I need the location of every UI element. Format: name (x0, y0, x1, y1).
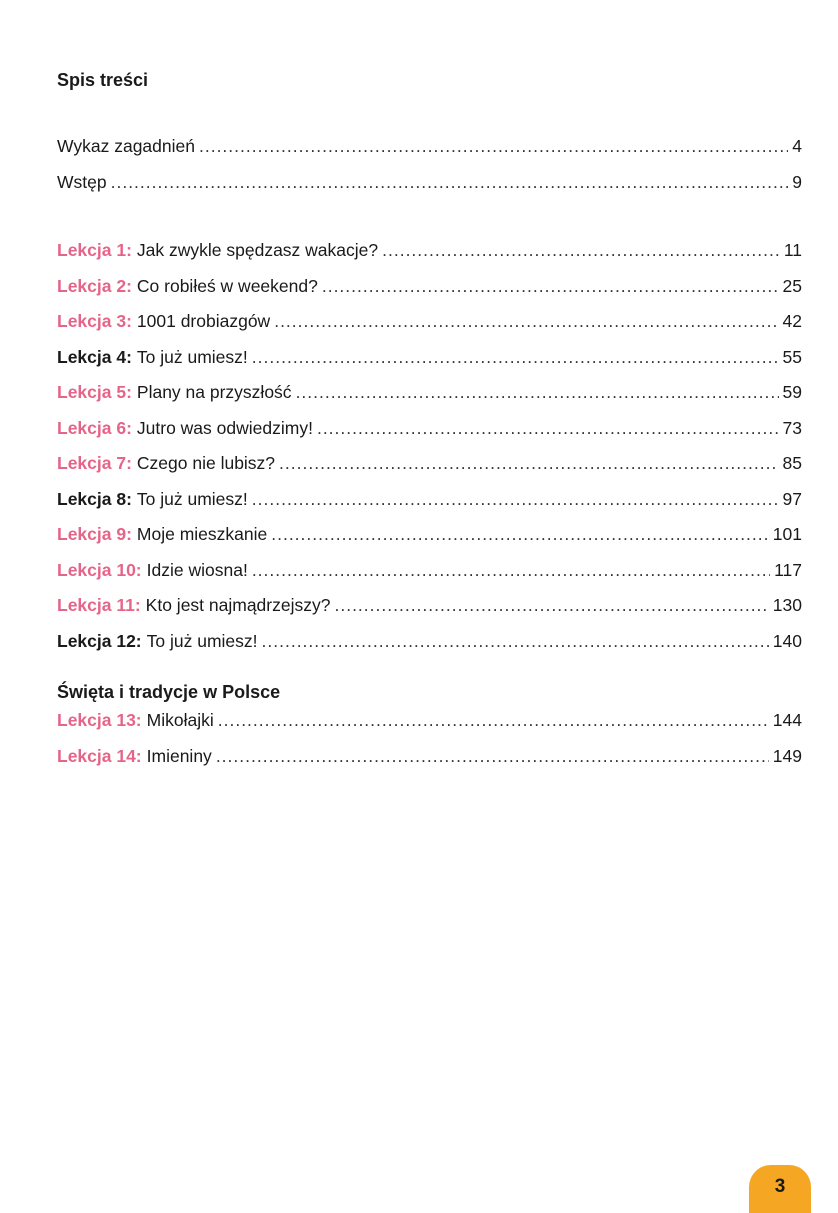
toc-entry-lesson-4[interactable] (57, 347, 802, 383)
lesson-title: Jak zwykle spędzasz wakacje? (136, 240, 379, 260)
toc-entry-page: 9 (792, 171, 802, 192)
lesson-title: Co robiłeś w weekend? (136, 275, 318, 296)
lesson-label: Lekcja 5: (57, 382, 132, 402)
toc-entry-lesson-8[interactable] (57, 489, 802, 525)
lesson-page: 130 (772, 595, 802, 615)
lesson-title: Jutro was odwiedzimy! (136, 417, 313, 438)
dot-leader (296, 382, 779, 403)
toc-entry-title: Wstęp (57, 171, 107, 192)
toc-entry-lesson-14[interactable] (57, 746, 802, 782)
lesson-label: Lekcja 13: (57, 710, 142, 730)
dot-leader (279, 453, 778, 474)
lesson-label: Lekcja 14: (57, 745, 142, 766)
dot-leader (252, 347, 779, 368)
lesson-page: 149 (772, 745, 802, 766)
toc-holidays-list (57, 710, 802, 781)
toc-entry-lesson-13[interactable] (57, 710, 802, 746)
lesson-page: 59 (782, 382, 802, 402)
lesson-title: Imieniny (146, 745, 212, 766)
lesson-page: 117 (774, 559, 802, 580)
lesson-label: Lekcja 3: (57, 311, 132, 331)
toc-entry-lesson-7[interactable] (57, 453, 802, 489)
lesson-label: Lekcja 11: (57, 595, 141, 615)
dot-leader (382, 240, 780, 261)
lesson-title: Czego nie lubisz? (136, 453, 276, 473)
lesson-title: Idzie wiosna! (146, 559, 248, 580)
dot-leader (218, 710, 769, 731)
lesson-label: Lekcja 2: (57, 275, 132, 296)
lesson-title: 1001 drobiazgów (136, 311, 271, 331)
dot-leader (271, 524, 769, 545)
lesson-title: Plany na przyszłość (136, 382, 292, 402)
dot-leader (322, 276, 779, 297)
toc-entry-lesson-11[interactable] (57, 595, 802, 631)
dot-leader (199, 136, 788, 157)
toc-entry-lesson-5[interactable] (57, 382, 802, 418)
lesson-title: Kto jest najmądrzejszy? (145, 595, 331, 615)
lesson-page: 101 (772, 524, 802, 544)
dot-leader (262, 631, 769, 652)
toc-lessons-list (57, 240, 802, 666)
toc-entry-lesson-12[interactable] (57, 631, 802, 667)
page-title: Spis treści (57, 70, 149, 90)
toc-intro-list (57, 136, 802, 207)
dot-leader (252, 560, 770, 581)
dot-leader (334, 595, 768, 616)
toc-entry-wstep[interactable] (57, 172, 802, 208)
lesson-label: Lekcja 10: (57, 559, 142, 580)
toc-entry-lesson-6[interactable] (57, 418, 802, 454)
toc-entry-lesson-10[interactable] (57, 560, 802, 596)
lesson-label: Lekcja 6: (57, 417, 132, 438)
section-heading-holidays: Święta i tradycje w Polsce (57, 682, 281, 702)
toc-entry-lesson-2[interactable] (57, 276, 802, 312)
lesson-page: 73 (782, 417, 802, 438)
dot-leader (111, 172, 789, 193)
lesson-page: 42 (782, 311, 802, 331)
dot-leader (317, 418, 779, 439)
page-number-tab: 3 (749, 1165, 811, 1213)
lesson-title: Moje mieszkanie (136, 524, 268, 544)
lesson-title: Mikołajki (146, 710, 214, 730)
dot-leader (252, 489, 779, 510)
dot-leader (216, 746, 769, 767)
lesson-label: Lekcja 12: (57, 630, 142, 651)
lesson-page: 97 (782, 488, 802, 509)
lesson-label: Lekcja 4: (57, 346, 132, 367)
lesson-label: Lekcja 9: (57, 524, 132, 544)
toc-entry-lesson-9[interactable] (57, 524, 802, 560)
lesson-title: To już umiesz! (136, 346, 248, 367)
lesson-page: 55 (782, 346, 802, 367)
toc-entry-title: Wykaz zagadnień (57, 136, 195, 156)
toc-entry-page: 4 (792, 136, 802, 156)
lesson-page: 25 (782, 275, 802, 296)
lesson-label: Lekcja 1: (57, 240, 132, 260)
toc-entry-lesson-3[interactable] (57, 311, 802, 347)
lesson-title: To już umiesz! (146, 630, 258, 651)
lesson-page: 11 (783, 240, 802, 260)
lesson-page: 140 (772, 630, 802, 651)
lesson-title: To już umiesz! (136, 488, 248, 509)
lesson-page: 85 (782, 453, 802, 473)
lesson-label: Lekcja 7: (57, 453, 132, 473)
lesson-label: Lekcja 8: (57, 488, 132, 509)
dot-leader (274, 311, 778, 332)
lesson-page: 144 (772, 710, 802, 730)
toc-entry-lesson-1[interactable] (57, 240, 802, 276)
toc-entry-wykaz[interactable] (57, 136, 802, 172)
